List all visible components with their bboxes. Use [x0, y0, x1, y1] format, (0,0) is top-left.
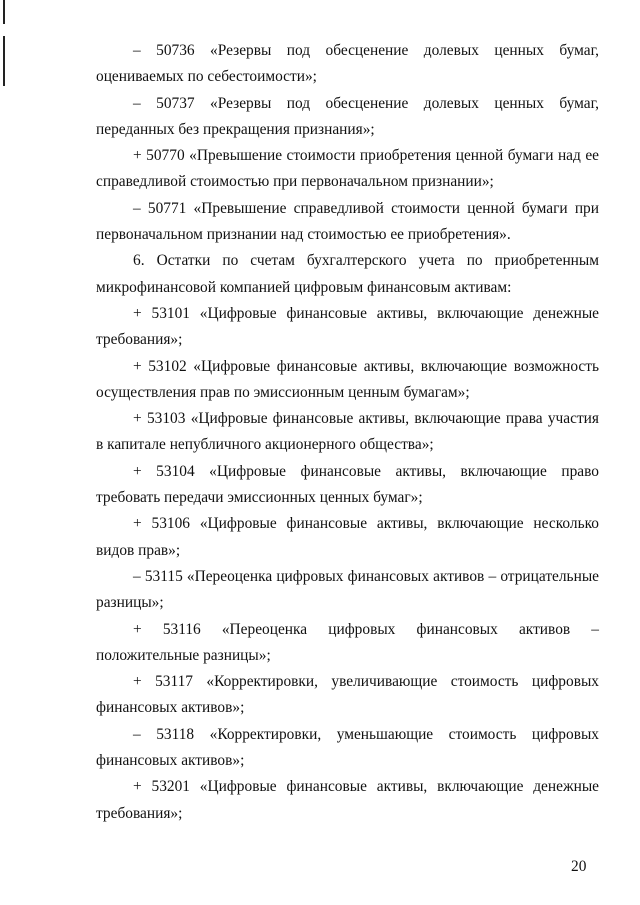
paragraph-account-50736: – 50736 «Резервы под обесценение долевых ценных бумаг, оцениваемых по себестоимости»;: [96, 42, 599, 86]
paragraph-account-53101: + 53101 «Цифровые финансовые активы, включающие денежные требования»;: [96, 304, 599, 349]
paragraph-account-50737: – 50737 «Резервы под обесценение долевых ценных бумаг, переданных без прекращения признания»;: [96, 94, 599, 138]
margin-mark-top: [3, 0, 5, 24]
paragraph-account-53115: – 53115 «Переоценка цифровых финансовых активов – отрицательные разницы»;: [96, 567, 599, 612]
page-number: 20: [571, 858, 587, 875]
paragraph-account-53116: + 53116 «Переоценка цифровых финансовых активов – положительные разницы»;: [96, 620, 599, 664]
paragraph-account-53104: + 53104 «Цифровые финансовые активы, включающие право требовать передачи эмиссионных ценных бумаг»;: [96, 462, 599, 507]
margin-mark-middle: [3, 36, 5, 86]
paragraph-account-50771: – 50771 «Превышение справедливой стоимости ценной бумаги при первоначальном признании над стоимостью ее приобретения».: [96, 199, 599, 244]
paragraph-account-53103: + 53103 «Цифровые финансовые активы, включающие права участия в капитале непубличного акционерного общества»;: [96, 410, 599, 454]
paragraph-account-53106: + 53106 «Цифровые финансовые активы, включающие несколько видов прав»;: [96, 515, 599, 559]
paragraph-account-53117: + 53117 «Корректировки, увеличивающие стоимость цифровых финансовых активов»;: [96, 673, 599, 717]
paragraph-account-53102: + 53102 «Цифровые финансовые активы, включающие возможность осуществления прав по эмиссионным ценным бумагам»;: [96, 357, 599, 401]
paragraph-account-53201: + 53201 «Цифровые финансовые активы, включающие денежные требования»;: [96, 778, 599, 822]
paragraph-section-6-heading: 6. Остатки по счетам бухгалтерского учета по приобретенным микрофинансовой компанией цифровым финансовым активам:: [96, 252, 599, 296]
paragraph-account-50770: + 50770 «Превышение стоимости приобретения ценной бумаги над ее справедливой стоимостью при первоначальном признании»;: [96, 147, 599, 191]
paragraph-account-53118: – 53118 «Корректировки, уменьшающие стоимость цифровых финансовых активов»;: [96, 725, 599, 770]
document-body: [96, 38, 599, 827]
